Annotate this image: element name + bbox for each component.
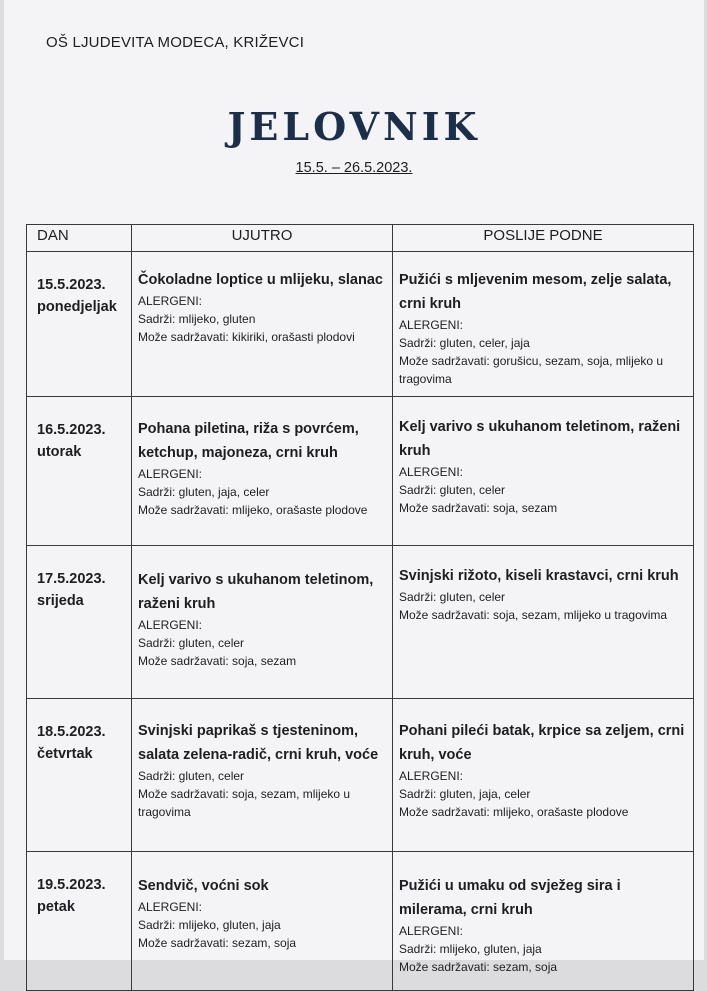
meal-name: Pužići s mljevenim mesom, zelje salata, crni kruh (399, 272, 672, 312)
allergens-label: ALERGENI: (399, 465, 464, 479)
meal-name: Čokoladne loptice u mlijeku, slanac (138, 272, 383, 288)
day-cell (27, 397, 132, 546)
meal-name: Svinjski paprikaš s tjesteninom, salata zelena-radič, crni kruh, voće (138, 723, 379, 763)
day-cell (27, 546, 132, 699)
meal-name: Pohani pileći batak, krpice sa zeljem, crni kruh, voće (399, 723, 685, 763)
afternoon-cell (393, 397, 694, 546)
allergens-contains: Sadrži: mlijeko, gluten, jaja (399, 942, 542, 956)
column-header-morning: UJUTRO (132, 225, 393, 252)
allergens-may-contain: Može sadržavati: sezam, soja (138, 936, 297, 950)
day-cell (27, 852, 132, 991)
day-date: 18.5.2023. (37, 724, 106, 740)
day-name: petak (37, 899, 75, 915)
allergens-may-contain: Može sadržavati: soja, sezam, mlijeko u tragovima (399, 608, 668, 622)
morning-cell (132, 252, 393, 397)
meal-name: Pužići u umaku od svježeg sira i milerama, crni kruh (399, 878, 621, 918)
day-name: četvrtak (37, 746, 93, 762)
table-row (27, 699, 694, 852)
menu-table (26, 224, 694, 991)
allergens-contains: Sadrži: mlijeko, gluten, jaja (138, 918, 281, 932)
morning-cell (132, 397, 393, 546)
allergens-contains: Sadrži: gluten, celer (399, 483, 506, 497)
afternoon-cell (393, 852, 694, 991)
allergens-label: ALERGENI: (399, 318, 464, 332)
allergens-contains: Sadrži: gluten, jaja, celer (399, 787, 531, 801)
allergens-may-contain: Može sadržavati: gorušicu, sezam, soja, mlijeko u tragovima (399, 354, 664, 386)
allergens-contains: Sadrži: mlijeko, gluten (138, 312, 256, 326)
table-header-row (27, 225, 694, 252)
allergens-label: ALERGENI: (399, 769, 464, 783)
allergens-may-contain: Može sadržavati: soja, sezam (399, 501, 558, 515)
allergens-may-contain: Može sadržavati: sezam, soja (399, 960, 558, 974)
allergens-may-contain: Može sadržavati: mlijeko, orašaste plodove (399, 805, 629, 819)
day-date: 15.5.2023. (37, 277, 106, 293)
day-date: 17.5.2023. (37, 571, 106, 587)
afternoon-cell (393, 699, 694, 852)
morning-cell (132, 852, 393, 991)
allergens-may-contain: Može sadržavati: kikiriki, orašasti plodovi (138, 330, 355, 344)
table-row (27, 852, 694, 991)
day-cell (27, 699, 132, 852)
day-date: 19.5.2023. (37, 877, 106, 893)
allergens-label: ALERGENI: (138, 618, 203, 632)
day-name: ponedjeljak (37, 299, 117, 315)
table-row (27, 252, 694, 397)
morning-cell (132, 546, 393, 699)
meal-name: Kelj varivo s ukuhanom teletinom, raženi kruh (138, 572, 374, 612)
day-name: utorak (37, 444, 82, 460)
day-cell (27, 252, 132, 397)
column-header-afternoon: POSLIJE PODNE (393, 225, 694, 252)
allergens-may-contain: Može sadržavati: soja, sezam (138, 654, 297, 668)
allergens-label: ALERGENI: (138, 294, 203, 308)
allergens-label: ALERGENI: (138, 467, 203, 481)
allergens-contains: Sadrži: gluten, celer (138, 636, 245, 650)
allergens-contains: Sadrži: gluten, celer, jaja (399, 336, 530, 350)
allergens-contains: Sadrži: gluten, celer (399, 590, 506, 604)
afternoon-cell (393, 546, 694, 699)
allergens-contains: Sadrži: gluten, celer (138, 769, 245, 783)
menu-sheet (4, 0, 704, 974)
meal-name: Pohana piletina, riža s povrćem, ketchup, majoneza, crni kruh (138, 421, 359, 461)
table-row (27, 397, 694, 546)
school-name: OŠ LJUDEVITA MODECA, KRIŽEVCI (46, 34, 305, 51)
column-header-day: DAN (27, 225, 132, 252)
day-date: 16.5.2023. (37, 422, 106, 438)
allergens-label: ALERGENI: (138, 900, 203, 914)
allergens-contains: Sadrži: gluten, jaja, celer (138, 485, 270, 499)
allergens-may-contain: Može sadržavati: soja, sezam, mlijeko u tragovima (138, 787, 351, 819)
morning-cell (132, 699, 393, 852)
allergens-may-contain: Može sadržavati: mlijeko, orašaste plodove (138, 503, 368, 517)
table-row (27, 546, 694, 699)
meal-name: Svinjski rižoto, kiseli krastavci, crni kruh (399, 568, 679, 584)
date-range: 15.5. – 26.5.2023. (295, 160, 413, 176)
meal-name: Kelj varivo s ukuhanom teletinom, raženi kruh (399, 419, 681, 459)
afternoon-cell (393, 252, 694, 397)
meal-name: Sendvič, voćni sok (138, 878, 269, 894)
day-name: srijeda (37, 593, 84, 609)
page-title: JELOVNIK (227, 104, 481, 149)
allergens-label: ALERGENI: (399, 924, 464, 938)
